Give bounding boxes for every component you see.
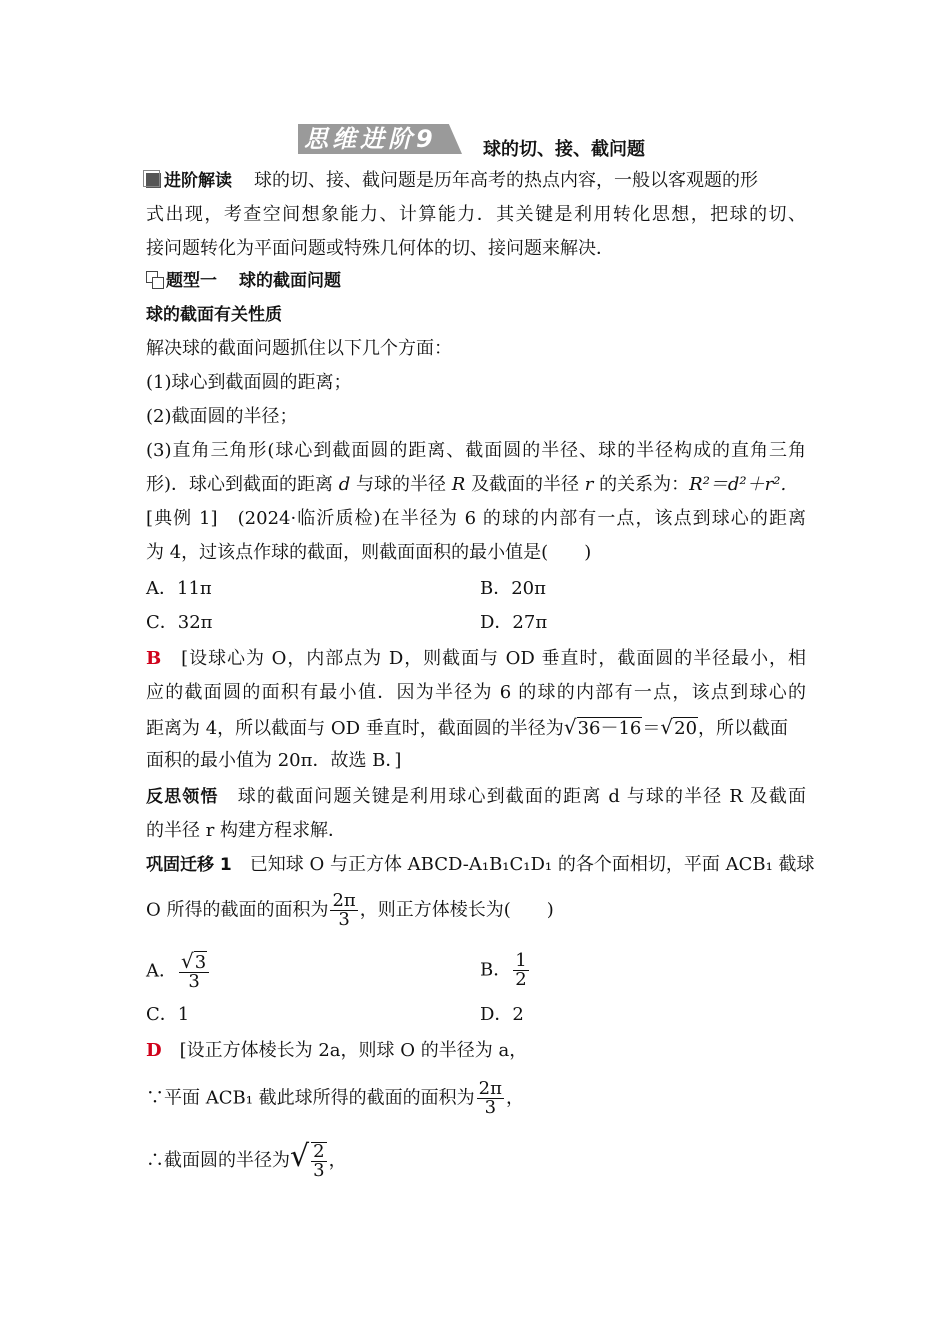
answer1-line-1: B [设球心为 O，内部点为 D，则截面与 OD 垂直时，截面圆的半径最小，相 (146, 648, 806, 669)
answer-letter: B (146, 648, 162, 669)
reflect-line-1: 反思领悟 球的截面问题关键是利用球心到截面的距离 d 与球的半径 R 及截面 (146, 786, 807, 807)
practice-option-d: D．2 (480, 1004, 524, 1025)
type-heading: 题型一 球的截面问题 (146, 268, 341, 294)
overlap-squares-icon (146, 271, 164, 289)
radical-1: √36－16 (563, 715, 642, 739)
answer2-line-1: D [设正方体棱长为 2a，则球 O 的半径为 a， (146, 1040, 528, 1061)
fraction-2pi-3: $\frac{2\pi}{3}$ (332, 890, 356, 930)
option-b: B．20π (480, 578, 546, 599)
answer1-line-4: 面积的最小值为 20π．故选 B．] (146, 750, 402, 771)
example-line-2: 为 4，过该点作球的截面，则截面面积的最小值是( ) (146, 542, 592, 563)
answer2-line-3: ∴截面圆的半径为√ $\frac{2}{3}$ ， (146, 1139, 347, 1181)
square-icon (146, 173, 161, 188)
practice-option-c: C．1 (146, 1004, 190, 1025)
practice-option-a: A． $\frac{√3}{3}$ (146, 952, 211, 991)
props-line-2: (1)球心到截面圆的距离； (146, 372, 352, 393)
intro-line-3: 接问题转化为平面问题或特殊几何体的切、接问题来解决． (146, 238, 614, 259)
intro-tag: 进阶解读 (146, 171, 232, 191)
props-line-1: 解决球的截面问题抓住以下几个方面： (146, 338, 452, 359)
intro-line-1: 进阶解读 球的切、接、截问题是历年高考的热点内容，一般以客观题的形 (146, 168, 806, 194)
answer1-line-3: 距离为 4，所以截面与 OD 垂直时，截面圆的半径为√36－16＝√20，所以截面 (146, 714, 788, 742)
props-line-4: (3)直角三角形(球心到截面圆的距离、截面圆的半径、球的半径构成的直角三角 (146, 440, 806, 461)
props-line-5: 形)．球心到截面的距离 d 与球的半径 R 及截面的半径 r 的关系为：R²＝d²＋r². (146, 474, 787, 495)
option-a: A．11π (146, 578, 212, 599)
props-heading: 球的截面有关性质 (146, 305, 282, 325)
props-line-3: (2)截面圆的半径； (146, 406, 298, 427)
answer1-line-2: 应的截面圆的面积有最小值．因为半径为 6 的球的内部有一点，该点到球心的 (146, 682, 806, 703)
option-c: C．32π (146, 612, 213, 633)
answer2-line-2: ∵平面 ACB₁ 截此球所得的截面的面积为 $\frac{2\pi}{3}$ ， (146, 1078, 524, 1118)
practice-line-1: 巩固迁移 1 已知球 O 与正方体 ABCD-A₁B₁C₁D₁ 的各个面相切，平面 ACB₁ 截球 (146, 854, 815, 875)
practice-line-2: O 所得的截面的面积为 $\frac{2\pi}{3}$ ，则正方体棱长为( ) (146, 890, 554, 930)
section-title: 球的切、接、截问题 (483, 139, 645, 160)
intro-line-2: 式出现，考查空间想象能力、计算能力．其关键是利用转化思想，把球的切、 (146, 204, 806, 225)
banner-title: 思维进阶9 (304, 125, 437, 153)
practice-option-b: B． $\frac{1}{2}$ (480, 950, 527, 990)
example-line-1: [典例 1] (2024·临沂质检)在半径为 6 的球的内部有一点，该点到球心的距离 (146, 508, 807, 529)
formula: R²＝d²＋r². (689, 474, 787, 495)
reflect-line-2: 的半径 r 构建方程求解． (146, 820, 347, 841)
option-d: D．27π (480, 612, 548, 633)
radical-2: √20 (660, 715, 698, 739)
